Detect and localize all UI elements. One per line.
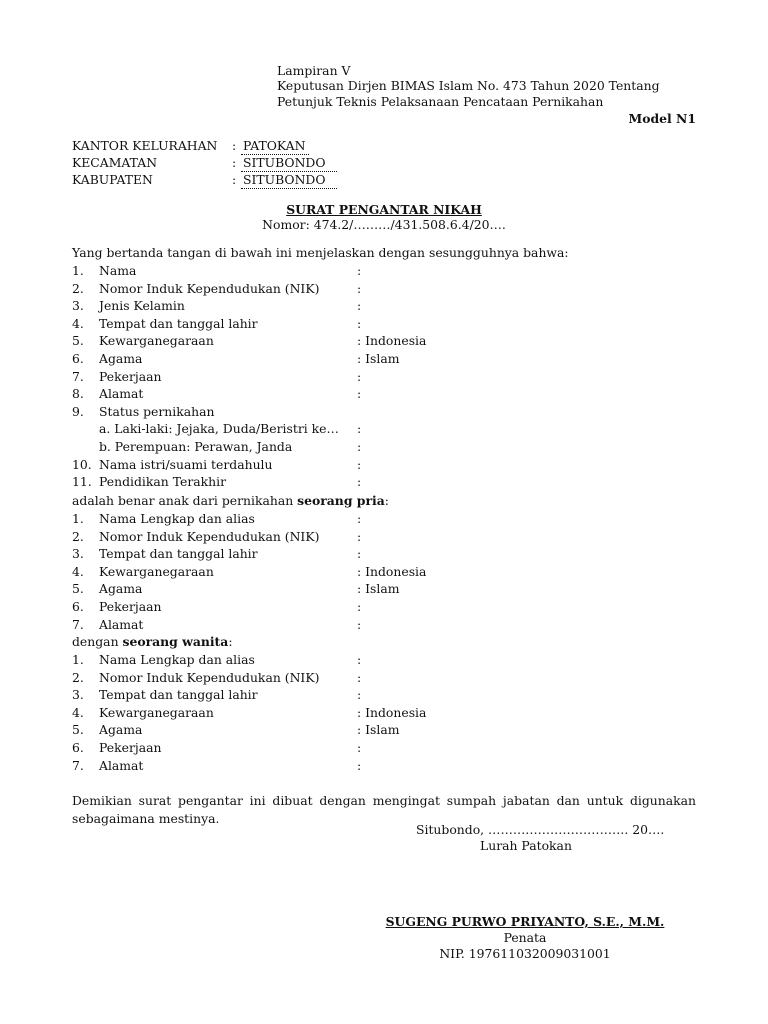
kabupaten-label: KABUPATEN (72, 172, 153, 187)
item-label: Kewarganegaraan (99, 704, 214, 720)
item-label: Nama istri/suami terdahulu (99, 456, 273, 472)
item-value: : (357, 474, 362, 490)
pria-intro: adalah benar anak dari pernikahan seorang pria: (72, 493, 389, 508)
item-label: Nomor Induk Kependudukan (NIK) (99, 528, 320, 544)
item-label: Agama (99, 351, 143, 366)
item-number: 7. (72, 368, 84, 384)
item-label: Tempat dan tanggal lahir (99, 687, 258, 703)
list-item (0, 652, 768, 670)
item-value: : Islam (357, 351, 400, 366)
item-value: : Indonesia (357, 333, 427, 349)
item-number: 1. (72, 511, 84, 526)
item-number: 1. (72, 263, 84, 278)
item-value: : (357, 456, 362, 472)
item-value: : (357, 315, 362, 331)
list-item (0, 546, 768, 564)
item-number: 6. (72, 599, 84, 614)
item-value: : (357, 439, 362, 454)
kecamatan-label: KECAMATAN (72, 155, 158, 170)
item-label: Nama Lengkap dan alias (99, 652, 255, 667)
item-label: Tempat dan tanggal lahir (99, 315, 258, 331)
list-item (0, 722, 768, 740)
kabupaten-value: SITUBONDO (241, 172, 337, 189)
item-label: Tempat dan tanggal lahir (99, 546, 258, 562)
list-item (0, 351, 768, 369)
item-value: : (357, 386, 362, 402)
kabupaten-colon: : (232, 172, 237, 187)
item-value: : (357, 669, 362, 685)
item-label: Pendidikan Terakhir (99, 474, 227, 490)
document-title: SURAT PENGANTAR NIKAH (286, 202, 482, 217)
signer-rank: Penata (503, 930, 547, 945)
signer-nip: NIP. 197611032009031001 (439, 946, 611, 961)
item-number: 9. (72, 403, 84, 419)
kecamatan-value: SITUBONDO (241, 155, 337, 172)
item-value: : Islam (357, 581, 400, 597)
item-label: Nama Lengkap dan alias (99, 511, 255, 526)
item-value: : Indonesia (357, 563, 427, 579)
item-number: 2. (72, 280, 84, 296)
kelurahan-label: KANTOR KELURAHAN (72, 138, 218, 153)
item-label: Status pernikahan (99, 403, 215, 419)
item-label: Pekerjaan (99, 740, 162, 755)
item-number: 7. (72, 616, 84, 632)
list-item (0, 386, 768, 404)
place-date: Situbondo, ……………………………. 20…. (416, 822, 665, 837)
closing-paragraph: Demikian surat pengantar ini dibuat dengan mengingat sumpah jabatan dan untuk digunakan sebagaimana mestinya. (72, 793, 696, 826)
item-number: 5. (72, 722, 84, 738)
item-number: 4. (72, 315, 84, 331)
list-item (0, 404, 768, 422)
list-item (0, 263, 768, 281)
item-label: Alamat (99, 757, 144, 773)
item-value: : (357, 757, 362, 773)
item-label: a. Laki-laki: Jejaka, Duda/Beristri ke… (99, 421, 339, 437)
list-item (0, 421, 768, 439)
list-item (0, 439, 768, 457)
intro-text: Yang bertanda tangan di bawah ini menjelaskan dengan sesungguhnya bahwa: (72, 245, 569, 260)
item-number: 5. (72, 333, 84, 349)
wanita-intro: dengan seorang wanita: (72, 634, 233, 649)
item-number: 6. (72, 740, 84, 755)
list-item (0, 298, 768, 316)
item-value: : (357, 263, 362, 278)
list-item (0, 740, 768, 758)
list-item (0, 474, 768, 492)
item-label: Agama (99, 581, 143, 597)
item-value: : (357, 511, 362, 526)
item-number: 2. (72, 528, 84, 544)
item-value: : (357, 368, 362, 384)
item-value: : (357, 652, 362, 667)
item-number: 3. (72, 687, 84, 703)
item-number: 7. (72, 757, 84, 773)
item-number: 1. (72, 652, 84, 667)
list-item (0, 599, 768, 617)
list-item (0, 687, 768, 705)
kelurahan-value: PATOKAN (241, 138, 309, 155)
kelurahan-colon: : (232, 138, 237, 153)
item-value: : Indonesia (357, 704, 427, 720)
list-item (0, 617, 768, 635)
petunjuk-text: Petunjuk Teknis Pelaksanaan Pencataan Pernikahan (277, 94, 604, 109)
signer-role: Lurah Patokan (480, 838, 572, 853)
kecamatan-colon: : (232, 155, 237, 170)
item-label: Kewarganegaraan (99, 563, 214, 579)
list-item (0, 581, 768, 599)
list-item (0, 316, 768, 334)
list-item (0, 369, 768, 387)
item-value: : Islam (357, 722, 400, 738)
item-value: : (357, 599, 362, 614)
item-number: 3. (72, 546, 84, 562)
item-number: 4. (72, 563, 84, 579)
item-number: 8. (72, 386, 84, 402)
item-number: 6. (72, 351, 84, 366)
item-label: Jenis Kelamin (99, 298, 185, 314)
list-item (0, 511, 768, 529)
list-item (0, 564, 768, 582)
item-label: Alamat (99, 386, 144, 402)
item-label: Pekerjaan (99, 599, 162, 614)
item-value: : (357, 687, 362, 703)
item-number: 2. (72, 669, 84, 685)
item-value: : (357, 616, 362, 632)
list-item (0, 281, 768, 299)
signer-name: SUGENG PURWO PRIYANTO, S.E., M.M. (385, 914, 665, 929)
list-item (0, 529, 768, 547)
item-label: Agama (99, 722, 143, 738)
item-value: : (357, 421, 362, 437)
item-number: 4. (72, 704, 84, 720)
item-value: : (357, 298, 362, 314)
item-label: Alamat (99, 616, 144, 632)
item-number: 3. (72, 298, 84, 314)
item-label: Pekerjaan (99, 368, 162, 384)
list-item (0, 457, 768, 475)
item-label: Nomor Induk Kependudukan (NIK) (99, 280, 320, 296)
item-label: Kewarganegaraan (99, 333, 214, 349)
item-label: Nomor Induk Kependudukan (NIK) (99, 669, 320, 685)
item-value: : (357, 280, 362, 296)
item-number: 10. (72, 456, 92, 472)
item-label: b. Perempuan: Perawan, Janda (99, 439, 293, 454)
keputusan-text: Keputusan Dirjen BIMAS Islam No. 473 Tahun 2020 Tentang (277, 78, 660, 93)
item-value: : (357, 528, 362, 544)
lampiran-text: Lampiran V (277, 63, 351, 78)
list-item (0, 333, 768, 351)
list-item (0, 705, 768, 723)
list-item (0, 670, 768, 688)
item-number: 11. (72, 474, 92, 490)
item-value: : (357, 546, 362, 562)
item-number: 5. (72, 581, 84, 597)
item-label: Nama (99, 263, 137, 278)
list-item (0, 758, 768, 776)
item-value: : (357, 740, 362, 755)
document-number: Nomor: 474.2/………/431.508.6.4/20…. (262, 217, 506, 232)
model-label: Model N1 (628, 111, 696, 126)
